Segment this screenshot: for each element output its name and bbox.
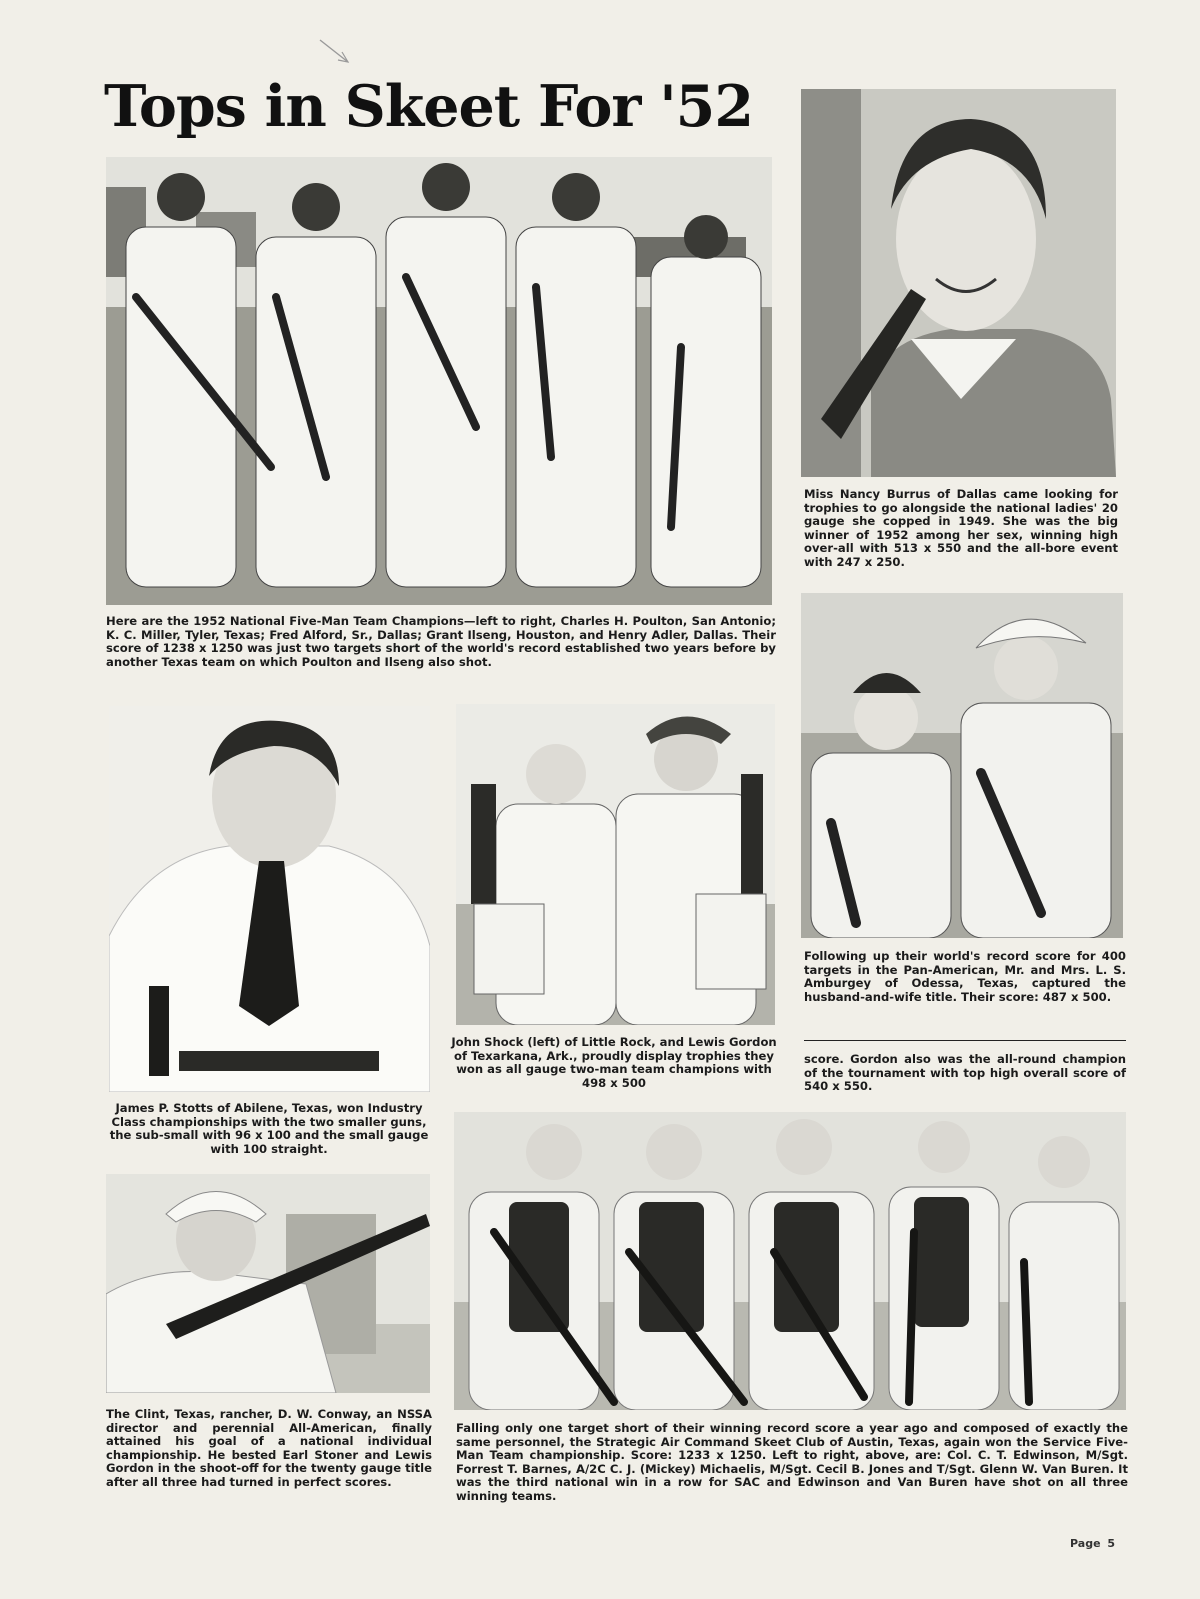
page-title: Tops in Skeet For '52: [104, 73, 754, 140]
five-man-team-caption: Here are the 1952 National Five-Man Team Champions—left to right, Charles H. Poulton, San Antonio; K. C. Miller, Tyler, Texas; Fred Alford, Sr., Dallas; Grant Ilseng, Houston, and Henry Adler, Dallas. Their score of 1238 x 1250 was just two targets short of the world's record established two years before by another Texas team on which Poulton and Ilseng also shot.: [106, 614, 776, 669]
five-man-team-photo: [106, 157, 772, 605]
pencil-mark: [318, 36, 352, 66]
stotts-caption: James P. Stotts of Abilene, Texas, won Industry Class championships with the two smaller guns, the sub-small with 96 x 100 and the small gauge with 100 straight.: [109, 1101, 429, 1156]
page-number: Page 5: [1070, 1537, 1116, 1550]
sac-team-caption: Falling only one target short of their winning record score a year ago and composed of exactly the same personnel, the Strategic Air Command Skeet Club of Austin, Texas, again won the Service Five-Man Team championship. Score: 1233 x 1250. Left to right, above, are: Col. C. T. Edwinson, M/Sgt. Forrest T. Barnes, A/2C C. J. (Mickey) Michaelis, M/Sgt. Cecil B. Jones and T/Sgt. Glenn W. Van Buren. It was the third national win in a row for SAC and Edwinson and Van Buren have shot on all three winning teams.: [456, 1421, 1128, 1503]
amburgey-caption: Following up their world's record score for 400 targets in the Pan-American, Mr. and Mrs. L. S. Amburgey of Odessa, Texas, captured the husband-and-wife title. Their score: 487 x 500.: [804, 949, 1126, 1004]
gordon-continued-caption: score. Gordon also was the all-round champion of the tournament with top high overall score of 540 x 550.: [804, 1052, 1126, 1094]
conway-caption: The Clint, Texas, rancher, D. W. Conway, an NSSA director and perennial All-American, finally attained his goal of a national individual championship. He bested Earl Stoner and Lewis Gordon in the shoot-off for the twenty gauge title after all three had turned in perfect scores.: [106, 1407, 432, 1489]
shock-gordon-caption: John Shock (left) of Little Rock, and Lewis Gordon of Texarkana, Ark., proudly display trophies they won as all gauge two-man team champions with 498 x 500: [451, 1035, 777, 1090]
sac-team-photo: [454, 1112, 1126, 1410]
amburgey-photo: [801, 593, 1123, 938]
conway-photo: [106, 1174, 430, 1393]
stotts-photo: [109, 706, 430, 1092]
nancy-burrus-caption: Miss Nancy Burrus of Dallas came looking for trophies to go alongside the national ladies' 20 gauge she copped in 1949. She was the big winner of 1952 among her sex, winning high over-all with 513 x 550 and the all-bore event with 247 x 250.: [804, 487, 1118, 569]
caption-divider: [804, 1040, 1126, 1041]
shock-gordon-photo: [456, 704, 775, 1025]
nancy-burrus-photo: [801, 89, 1116, 477]
